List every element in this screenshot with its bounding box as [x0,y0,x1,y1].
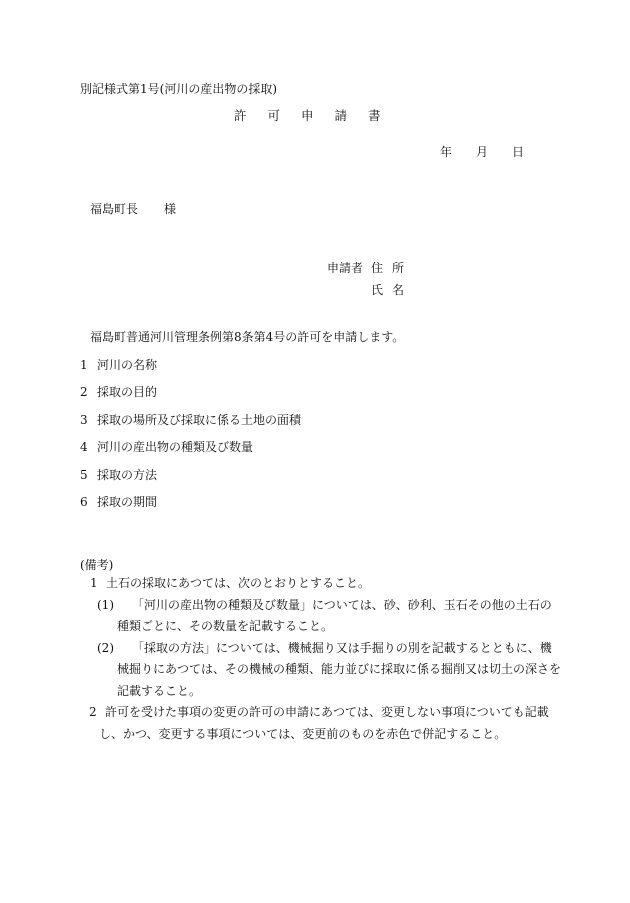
applicant-label: 申請者 [327,261,364,275]
note-number: 1 [90,576,98,590]
note-text: 土石の採取にあつては、次のとおりとすること。 [106,576,371,590]
addressee [90,202,176,216]
item-number: 2 [80,385,88,400]
item-number: 6 [80,494,88,509]
note-1 [80,576,560,598]
address-label: 住所 [371,261,414,275]
notes-heading: (備考) [80,558,114,572]
subnote-2-continued: 械掘りにあつては、その機械の種類、能力並びに採取に係る掘削又は切土の深さを [117,662,562,676]
item-number: 3 [80,412,88,427]
item-label: 採取の方法 [97,467,158,482]
notes-section [80,576,560,748]
subnote-1-continued: 種類ごとに、その数量を記載すること。 [117,619,334,633]
note-2-continued: し、かつ、変更する事項については、変更前のものを赤色で併記すること。 [99,726,507,741]
subnote-text: 「採取の方法」については、機械掘り又は手掘りの別を記載するとともに、機 [132,640,552,655]
addressee-name: 福島町長 [90,202,139,216]
list-item [80,495,560,522]
addressee-honorific: 様 [164,202,177,216]
list-item [80,358,560,385]
document-title: 許可申請書 [234,108,402,123]
date-line: 年月日 [440,145,549,159]
item-label: 採取の目的 [97,385,158,400]
form-label: 別記様式第1号(河川の産出物の採取) [80,82,277,96]
list-item [80,385,560,412]
item-label: 採取の場所及び採取に係る土地の面積 [97,412,302,427]
applicant-address-row [327,261,413,275]
item-label: 河川の名称 [97,358,158,372]
list-item [80,413,560,440]
subnote-1 [80,598,560,620]
item-label: 河川の産出物の種類及び数量 [97,440,254,455]
note-text: 許可を受けた事項の変更の許可の申請にあつては、変更しない事項についても記載 [105,705,549,719]
subnote-2-continued: 記載すること。 [117,683,202,698]
note-2 [80,705,560,727]
subnote-2 [80,641,560,663]
item-number: 5 [80,467,88,482]
item-label: 採取の期間 [97,494,158,509]
subnote-text: 「河川の産出物の種類及び数量」については、砂、砂利、玉石その他の土石の [132,597,552,612]
subnote-number: (1) [97,597,114,612]
item-number: 4 [80,440,88,455]
list-item [80,440,560,467]
item-list [80,358,560,522]
intro-text: 福島町普通河川管理条例第8条第4号の許可を申請します。 [90,330,405,344]
item-number: 1 [80,358,88,372]
subnote-number: (2) [97,640,114,655]
note-number: 2 [89,705,97,719]
list-item [80,468,560,495]
name-label: 氏名 [371,283,414,297]
